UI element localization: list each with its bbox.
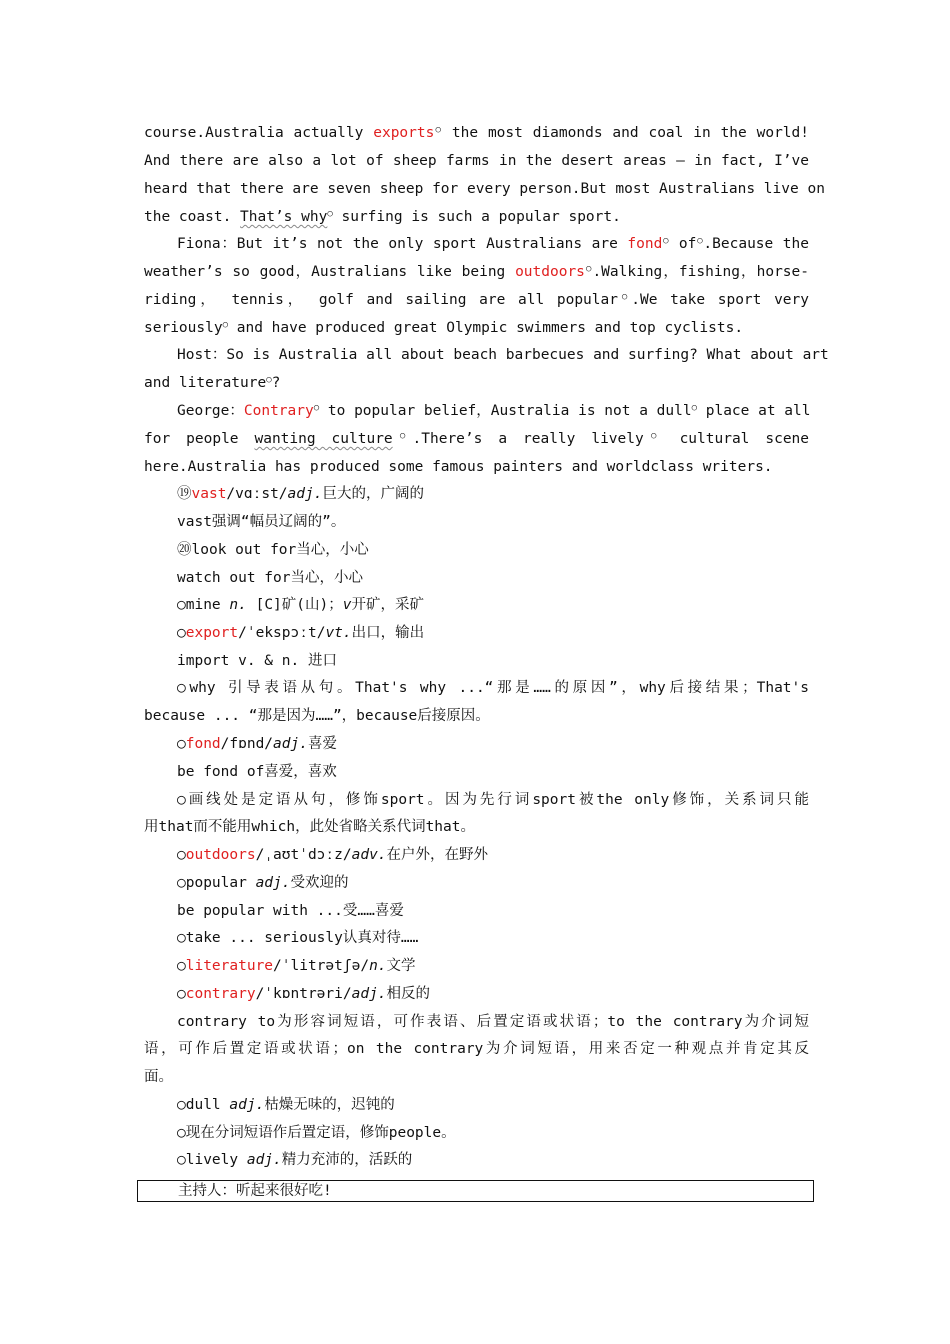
note-line: contrary to为形容词短语，可作表语、后置定语或状语；to the contrary为介词短 xyxy=(177,1014,809,1030)
vocab-highlight: fond xyxy=(627,236,663,252)
passage-line: Host：So is Australia all about beach barbecues and surfing? What about art xyxy=(177,347,829,363)
note-line: ○dull adj.枯燥无味的，迟钝的 xyxy=(177,1097,395,1113)
passage-line: And there are also a lot of sheep farms in the desert areas — in fact, I’ve xyxy=(144,153,809,169)
note-line: ○literature/ˈlitrətʃə/n.文学 xyxy=(177,958,416,974)
passage-line: here.Australia has produced some famous painters and worldclass writers. xyxy=(144,459,773,475)
translation-box xyxy=(137,1180,814,1202)
note-line: ⑳look out for当心，小心 xyxy=(177,542,369,558)
note-line: be popular with ...受……喜爱 xyxy=(177,903,404,919)
note-line: ○take ... seriously认真对待…… xyxy=(177,930,419,946)
note-line: ○现在分词短语作后置定语，修饰people。 xyxy=(177,1125,456,1141)
note-line: ⑲vast/vɑːst/adj.巨大的，广阔的 xyxy=(177,486,424,502)
note-line: import v. & n. 进口 xyxy=(177,653,337,669)
wavy-underline: wanting culture xyxy=(254,431,393,447)
passage-line: heard that there are seven sheep for every person.But most Australians live on xyxy=(144,181,825,197)
vocab-highlight: Contrary xyxy=(243,403,314,419)
note-line: be fond of喜爱，喜欢 xyxy=(177,764,337,780)
note-line: because ... “那是因为……”，because后接原因。 xyxy=(144,708,490,724)
passage-line: George：Contrary○ to popular belief，Australia is not a dull○ place at all xyxy=(177,403,811,419)
note-line: watch out for当心，小心 xyxy=(177,570,363,586)
note-line: 语，可作后置定语或状语；on the contrary为介词短语，用来否定一种观点并肯定其反 xyxy=(144,1041,809,1057)
passage-line: Fiona：But it’s not the only sport Australians are fond○ of○.Because the xyxy=(177,236,809,252)
note-line: vast强调“幅员辽阔的”。 xyxy=(177,514,346,530)
note-line: ○fond/fɒnd/adj.喜爱 xyxy=(177,736,337,752)
passage-line: seriously○ and have produced great Olympic swimmers and top cyclists. xyxy=(144,320,744,336)
passage-line: and literature○? xyxy=(144,375,281,391)
note-line: ○画线处是定语从句，修饰sport。因为先行词sport被the only修饰，关系词只能 xyxy=(177,792,809,808)
note-line: ○popular adj.受欢迎的 xyxy=(177,875,349,891)
passage-line: for people wanting culture○.There’s a really lively○ cultural scene xyxy=(144,431,810,447)
passage-line: course.Australia actually exports○ the most diamonds and coal in the world! xyxy=(144,125,809,141)
wavy-underline: That’s why xyxy=(240,209,328,225)
note-line: 用that而不能用which，此处省略关系代词that。 xyxy=(144,819,475,835)
note-line: ○export/ˈekspɔːt/vt.出口，输出 xyxy=(177,625,425,641)
translation-text: 主持人：听起来很好吃! xyxy=(178,1183,332,1199)
passage-line: the coast. That’s why○ surfing is such a popular sport. xyxy=(144,209,621,225)
note-line: ○why 引导表语从句。That's why ...“那是……的原因”，why后接结果；That's xyxy=(177,680,809,696)
vocab-highlight: exports xyxy=(373,125,435,141)
passage-line: weather’s so good，Australians like being outdoors○.Walking，fishing，horse- xyxy=(144,264,809,280)
passage-line: riding， tennis， golf and sailing are all popular○.We take sport very xyxy=(144,292,809,308)
vocab-highlight: outdoors xyxy=(515,264,585,280)
note-line: ○lively adj.精力充沛的，活跃的 xyxy=(177,1152,413,1168)
note-line: ○outdoors/ˌaʊtˈdɔːz/adv.在户外，在野外 xyxy=(177,847,489,863)
note-line: ○contrary/ˈkɒntrəri/adj.相反的 xyxy=(177,986,431,1002)
note-line: ○mine n. [C]矿(山)；v开矿，采矿 xyxy=(177,597,424,613)
note-line: 面。 xyxy=(144,1069,173,1085)
